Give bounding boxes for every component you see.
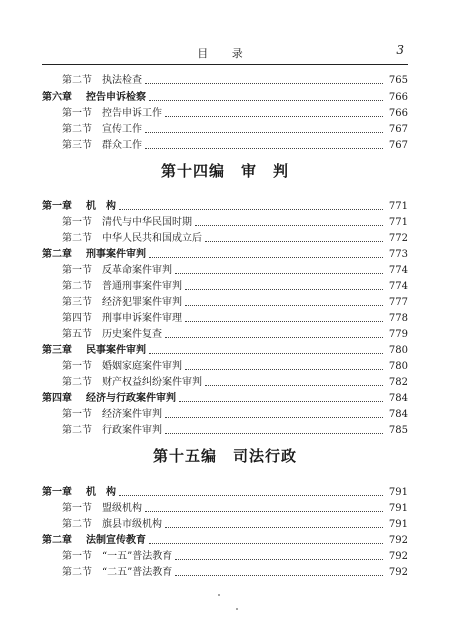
- toc-entry-page: 773: [388, 249, 408, 260]
- dot-leader: [175, 272, 383, 274]
- toc-entry-page: 766: [388, 92, 408, 103]
- page-header: [42, 40, 408, 65]
- toc-entry-label: [62, 567, 172, 579]
- toc-entry-title: 民事案件审判: [86, 345, 146, 356]
- toc-chapter-row: [42, 197, 408, 213]
- toc-entry-title: 机 构: [86, 201, 116, 212]
- toc-entry-label: [62, 377, 202, 389]
- toc-entry-number: 第二节: [62, 124, 92, 135]
- part-title: 第十五编 司法行政: [152, 447, 297, 465]
- toc-entry-label: [42, 249, 146, 261]
- toc-entry-number: 第二节: [62, 75, 92, 86]
- toc-section-row: [62, 104, 408, 120]
- toc-section-row: [62, 421, 408, 437]
- toc-entry-title: “一五”普法教育: [102, 551, 173, 562]
- toc-entry-number: 第一节: [62, 551, 92, 562]
- toc-entry-page: 774: [388, 265, 408, 276]
- toc-entry-title: 反革命案件审判: [102, 265, 172, 276]
- toc-section-row: [62, 563, 408, 579]
- toc-entry-page: 792: [388, 535, 408, 546]
- toc-entry-page: 782: [388, 377, 408, 388]
- toc-entry-page: 777: [388, 297, 408, 308]
- toc-entry-title: 婚姻家庭案件审判: [102, 361, 182, 372]
- dot-leader: [165, 115, 383, 117]
- toc-chapter-row: [42, 341, 408, 357]
- toc-entry-number: 第二节: [62, 519, 92, 530]
- toc-entry-title: 行政案件审判: [102, 425, 162, 436]
- toc-section-row: [62, 515, 408, 531]
- toc-entry-number: 第四章: [42, 393, 72, 404]
- dot-leader: [149, 352, 383, 354]
- toc-entry-label: [62, 140, 142, 152]
- toc-section-row: [62, 71, 408, 87]
- toc-entry-page: 780: [388, 361, 408, 372]
- toc-entry-number: 第二章: [42, 535, 72, 546]
- toc-entry-title: 控告申诉检察: [86, 92, 146, 103]
- toc-entry-label: [62, 75, 142, 87]
- dot-leader: [145, 131, 383, 133]
- toc-entry-number: 第一节: [62, 217, 92, 228]
- toc-entry-title: 机 构: [86, 487, 116, 498]
- dot-leader: [195, 224, 383, 226]
- dot-leader: [145, 510, 383, 512]
- toc-entry-number: 第一章: [42, 487, 72, 498]
- scan-speck: [236, 608, 238, 610]
- toc-entry-number: 第一节: [62, 503, 92, 514]
- dot-leader: [119, 494, 383, 496]
- toc-section-row: [62, 547, 408, 563]
- toc-entry-title: 旗县市级机构: [102, 519, 162, 530]
- dot-leader: [145, 82, 383, 84]
- toc-entry-label: [42, 393, 176, 405]
- toc-section-row: [62, 325, 408, 341]
- toc-entry-title: 刑事案件审判: [86, 249, 146, 260]
- toc-section-row: [62, 357, 408, 373]
- toc-entry-page: 771: [388, 201, 408, 212]
- toc-entry-title: 执法检查: [102, 75, 142, 86]
- toc-entry-label: [62, 297, 182, 309]
- dot-leader: [149, 256, 383, 258]
- toc-chapter-row: [42, 88, 408, 104]
- toc-chapter-row: [42, 245, 408, 261]
- toc-entry-page: 779: [388, 329, 408, 340]
- part-title: 第十四编 审 判: [160, 162, 289, 180]
- toc-entry-number: 第一节: [62, 265, 92, 276]
- toc-section-row: [62, 309, 408, 325]
- toc-section-row: [62, 261, 408, 277]
- dot-leader: [205, 240, 383, 242]
- toc-entry-page: 771: [388, 217, 408, 228]
- dot-leader: [175, 558, 383, 560]
- toc-entry-label: [62, 281, 182, 293]
- toc-entry-label: [62, 313, 182, 325]
- toc-entry-title: 经济与行政案件审判: [86, 393, 176, 404]
- toc-entry-number: 第一节: [62, 409, 92, 420]
- header-page-number: 3: [396, 43, 404, 57]
- dot-leader: [119, 208, 383, 210]
- toc-entry-number: 第一节: [62, 361, 92, 372]
- toc-entry-label: [62, 409, 162, 421]
- toc-entry-title: 经济犯罪案件审判: [102, 297, 182, 308]
- toc-entry-title: 中华人民共和国成立后: [102, 233, 202, 244]
- toc-entry-label: [42, 345, 146, 357]
- toc-entry-title: 普通刑事案件审判: [102, 281, 182, 292]
- toc-section-row: [62, 213, 408, 229]
- toc-entry-number: 第五节: [62, 329, 92, 340]
- toc-entry-title: “二五”普法教育: [102, 567, 173, 578]
- dot-leader: [165, 416, 383, 418]
- dot-leader: [185, 304, 383, 306]
- toc-entry-label: [42, 92, 146, 104]
- toc-entry-label: [62, 503, 142, 515]
- toc-chapter-row: [42, 531, 408, 547]
- toc-section-row: [62, 120, 408, 136]
- dot-leader: [165, 336, 383, 338]
- toc-entry-label: [62, 551, 172, 563]
- toc-entry-label: [62, 519, 162, 531]
- toc-entry-title: 控告申诉工作: [102, 108, 162, 119]
- dot-leader: [185, 368, 383, 370]
- toc-entry-page: 780: [388, 345, 408, 356]
- toc-entry-label: [62, 361, 182, 373]
- toc-entry-number: 第二章: [42, 249, 72, 260]
- toc-entry-page: 767: [388, 124, 408, 135]
- toc-entry-number: 第三节: [62, 140, 92, 151]
- toc-section-row: [62, 499, 408, 515]
- toc-entry-number: 第一节: [62, 108, 92, 119]
- toc-entry-label: [62, 233, 202, 245]
- toc-entry-label: [62, 329, 162, 341]
- toc-section-row: [62, 405, 408, 421]
- toc-section-row: [62, 136, 408, 152]
- toc-entry-number: 第三章: [42, 345, 72, 356]
- toc-entry-title: 群众工作: [102, 140, 142, 151]
- toc-entry-page: 791: [388, 487, 408, 498]
- toc-entry-title: 历史案件复查: [102, 329, 162, 340]
- dot-leader: [165, 526, 383, 528]
- toc-section-row: [62, 229, 408, 245]
- toc-entry-label: [42, 535, 146, 547]
- toc-entry-page: 772: [388, 233, 408, 244]
- toc-entry-number: 第二节: [62, 425, 92, 436]
- toc-entry-page: 767: [388, 140, 408, 151]
- dot-leader: [185, 320, 383, 322]
- toc-entry-number: 第二节: [62, 281, 92, 292]
- toc-entry-label: [42, 487, 116, 499]
- toc-entry-label: [62, 425, 162, 437]
- toc-entry-page: 766: [388, 108, 408, 119]
- toc-entry-title: 盟级机构: [102, 503, 142, 514]
- toc-entry-title: 刑事申诉案件审理: [102, 313, 182, 324]
- toc-entry-title: 经济案件审判: [102, 409, 162, 420]
- toc-entry-page: 778: [388, 313, 408, 324]
- scan-speck: [218, 594, 220, 596]
- dot-leader: [175, 574, 383, 576]
- toc-entry-number: 第一章: [42, 201, 72, 212]
- toc-entry-label: [62, 124, 142, 136]
- toc-chapter-row: [42, 389, 408, 405]
- toc-entry-number: 第二节: [62, 567, 92, 578]
- dot-leader: [179, 400, 383, 402]
- toc-entry-label: [62, 108, 162, 120]
- dot-leader: [145, 147, 383, 149]
- toc-entry-number: 第二节: [62, 233, 92, 244]
- toc-entry-page: 774: [388, 281, 408, 292]
- dot-leader: [205, 384, 383, 386]
- toc-entry-label: [62, 217, 192, 229]
- toc-entry-title: 宣传工作: [102, 124, 142, 135]
- toc-entry-number: 第二节: [62, 377, 92, 388]
- toc-entry-page: 791: [388, 519, 408, 530]
- dot-leader: [149, 99, 383, 101]
- toc-entry-page: 784: [388, 409, 408, 420]
- toc-chapter-row: [42, 483, 408, 499]
- toc-entry-number: 第六章: [42, 92, 72, 103]
- toc-entry-label: [62, 265, 172, 277]
- toc-entry-number: 第四节: [62, 313, 92, 324]
- header-title: 目 录: [197, 47, 253, 60]
- toc-entry-page: 785: [388, 425, 408, 436]
- dot-leader: [149, 542, 383, 544]
- toc-entry-page: 765: [388, 75, 408, 86]
- toc-entry-title: 法制宣传教育: [86, 535, 146, 546]
- toc-section-row: [62, 293, 408, 309]
- toc-section-row: [62, 277, 408, 293]
- toc-entry-label: [42, 201, 116, 213]
- dot-leader: [185, 288, 383, 290]
- toc-section-row: [62, 373, 408, 389]
- toc-entry-page: 784: [388, 393, 408, 404]
- toc-entry-title: 清代与中华民国时期: [102, 217, 192, 228]
- toc-entry-number: 第三节: [62, 297, 92, 308]
- toc-entry-page: 792: [388, 551, 408, 562]
- dot-leader: [165, 432, 383, 434]
- toc-entry-page: 791: [388, 503, 408, 514]
- toc-entry-title: 财产权益纠纷案件审判: [102, 377, 202, 388]
- toc-entry-page: 792: [388, 567, 408, 578]
